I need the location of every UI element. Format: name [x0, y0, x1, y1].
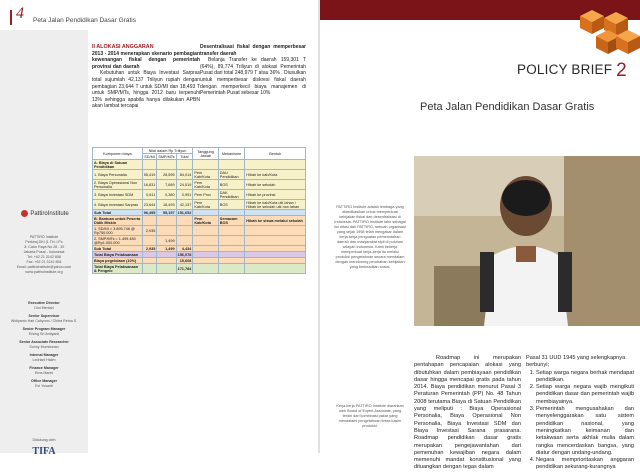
sidebar [0, 30, 88, 457]
staff-role: Senior Supervisor [28, 314, 60, 318]
table-cell: Total Biaya Pelaksanaan [93, 252, 143, 258]
policy-brief-title [517, 60, 627, 82]
support-label: Didukung oleh [32, 438, 56, 442]
table-row [93, 236, 306, 246]
staff-name: Widiyanto Hari Cahyono / Chitra Retna S. [10, 319, 78, 323]
table-row [93, 200, 306, 210]
table-cell: B. Bantuan untuk Peserta Didik Miskin [94, 216, 141, 225]
staff-role: Internal Manager [29, 353, 59, 357]
budget-table [92, 147, 306, 274]
student-photo-illustration [414, 156, 640, 326]
table-cell: 1,499 [157, 246, 176, 252]
col-header: Bentuk [245, 148, 306, 160]
table-cell [218, 160, 244, 170]
address-line: PATTIRO Institute [29, 235, 59, 239]
table-cell: 4,434 [176, 246, 193, 252]
table-cell [218, 264, 244, 274]
table-cell: 84,014 [176, 170, 193, 180]
table-cell: Hibah ke kab/Kota [245, 170, 306, 180]
policy-label: POLICY BRIEF [517, 62, 613, 77]
table-cell [176, 236, 193, 246]
staff-name: Dini Mentari [34, 306, 54, 310]
table-cell: Sub Total [93, 210, 143, 216]
col-header: SD/MI [142, 154, 157, 160]
list-item: 1. Setiap warga negara berhak mendapat pendidikan. [536, 370, 634, 385]
table-cell: 2. SMP/MTs = 1.499.480 @Rp1.000.000 [93, 236, 143, 246]
table-cell [176, 216, 193, 226]
table-cell: Hibah ke kab/Kota utk lahan / Hibah ke sekolah utk non lahan [245, 200, 306, 210]
staff-name: Evi Yusanti [35, 384, 53, 388]
table-cell: 0,380 [157, 190, 176, 200]
table-cell: BOS [218, 200, 244, 210]
table-cell [157, 264, 176, 274]
table-cell: 24,519 [176, 180, 193, 190]
table-row [93, 264, 306, 274]
page-gutter [318, 0, 320, 453]
table-cell [157, 216, 176, 226]
cubes-logo-icon [578, 8, 640, 56]
table-cell [157, 226, 176, 236]
staff-role: Senior Program Manager [22, 327, 66, 331]
section-heading: II ALOKASI ANGGARAN [92, 44, 154, 50]
staff-list [6, 298, 82, 389]
table-cell: 55,157 [157, 210, 176, 216]
table-cell [193, 236, 218, 246]
col-header: Total [176, 154, 193, 160]
table-cell: Pem Kab/Kota [193, 216, 218, 226]
table-cell: 15,608 [176, 258, 193, 264]
section-column-1 [92, 44, 200, 110]
section-subheading: 2013 - 2014 menerapkan skenario pembagian kewenangan fiskal dengan pemerintah provinsi dan daerah [92, 50, 200, 70]
body-column-1 [414, 355, 521, 472]
pattiro-logo [10, 210, 80, 217]
student-photo [414, 156, 640, 326]
body-paragraph: Roadmap ini merupakan pentahapan pencapaian alokasi yang dibutuhkan dalam pembiayaan pendidikan dasar hingga mencapai gratis pada tahun 2014. Biaya pendidikan menurut Pasal 3 Peraturan Pemerintah (PP) No. 48 Tahun 2008 terutama Biaya di Satuan Pendidikan yang meliputi : Biaya Operasional Personalia, Biaya Operasional Non Personalia, Biaya Investasi SDM dan Biaya Investasi Sarana prasarana. Roadmap pendidikan dasar gratis merupakan pengejawantahan dari pemenuhan kewajiban negara dalam memenuhi mandat konstitusional yang dituangkan dengan tegas dalam [414, 355, 521, 471]
address-block [6, 235, 82, 275]
logo-dot-icon [21, 210, 28, 217]
list-item: 3. Pemerintah mengusahakan dan menyelenggarakan satu sistem pendidikan nasional, yang meningkatkan keimanan dan ketakwaan serta akhlak mulia dalam rangka mencerdaskan bangsa, yang diatur dengan undang-undang. [536, 406, 634, 457]
section-column-2 [200, 44, 306, 97]
table-cell: 18,493 [157, 200, 176, 210]
table-cell: DAU Pendidikan [218, 170, 244, 180]
table-cell [245, 264, 306, 274]
table-cell: 28,595 [157, 170, 176, 180]
body-intro: Pasal 31 UUD 1945 yang selengkapnya berbunyi; [526, 355, 626, 369]
section-paragraph: Kebutuhan untuk Biaya Investasi Sarpras total sujumlah 42,137 Triliyun rupiah dengan pembagian 23,644 T untuk SD/MI dan 18,493 T untuk SMP/MTs, hingga 2012 baru terpenuhi 13% sehingga apabila hanya dilakukan APBN akan lambat tercapai [92, 70, 200, 110]
table-cell [245, 236, 306, 246]
staff-role: Executive Director [28, 301, 60, 305]
table-cell: 1. SD/MI = 3.895.746 @ Rp750.000 [93, 226, 143, 236]
table-body [93, 160, 306, 274]
table-cell [193, 160, 218, 170]
table-cell: 4. Biaya Investasi Sarpras [93, 200, 143, 210]
table-cell: 171,784 [176, 264, 193, 274]
institute-note-2: Kerja-kerja PATTIRO Institute diarahkan oleh Board of Expert Associate, yang terdiri dari kombinasi pakar yang mendalami pengetahuan lintas kasim produksi. [336, 404, 404, 428]
table-cell: 2. Biaya Operasional Non Personalia [93, 180, 143, 190]
left-page [0, 0, 318, 457]
table-cell: 7,689 [157, 180, 176, 190]
staff-role: Office Manager [31, 379, 57, 383]
col-header: Mekanisme [218, 148, 244, 160]
table-cell: Pem Kab/Kota [193, 200, 218, 210]
table-cell: 55,419 [142, 170, 157, 180]
table-cell: Semacam BOS [218, 216, 244, 226]
table-row [93, 216, 306, 226]
address-line[interactable]: www.pattiroinstitute.org [25, 270, 63, 274]
table-row [93, 180, 306, 190]
staff-name: Sonny Mumbunan [29, 345, 59, 349]
table-cell [142, 264, 157, 274]
staff-role: Senior Associate Researcher [19, 340, 69, 344]
table-row [93, 226, 306, 236]
table-cell: Total Biaya Pelaksanaan & Pengelo [93, 264, 143, 274]
table-cell [142, 216, 157, 226]
address-line: Fax: +62 21 3142 854 [26, 260, 62, 264]
institute-note: PATTIRO Institute adalah lembaga yang didedikasikan untuk memperkuat kebijakan fiskal dan desentralisasi di Indonesia. PATTIRO Institute lahir sebagai lini difusi dari PATTIRO, sebuah organisasi yang sejak 1998 telah mengakar dalam kerja-kerja penguatan pemerintahan daerah dan masyarakat sipil di puluhan wilayah Indonesia. Kami bekerja memperkuat kerja-kerja itu melalui produksi pengetahuan secara mendalam dengan mendorong perubahan kebijakan yang berkeadilan sosial. [334, 205, 406, 269]
table-cell: BOS [218, 180, 244, 190]
staff-role: Finance Manager [29, 366, 59, 370]
running-title: Peta Jalan Pendidikan Dasar Gratis [33, 17, 136, 24]
header-accent-bar [10, 10, 12, 25]
list-item: 4. Negara memprioritaskan anggaran pendidikan sekurang-kurangnya [536, 457, 634, 472]
page-number: 4 [16, 5, 24, 22]
staff-name: Erna Marini [34, 371, 54, 375]
logo-text: PattiroInstitute [30, 211, 69, 218]
staff-name: Ersing Sri Ardiyanti [28, 332, 60, 336]
table-cell: Biaya pegelolaan (10%) [93, 258, 143, 264]
address-line: Perkiraj DKI (1 Tiri..l Pc [25, 240, 63, 244]
staff-name: Ledriani Halim [32, 358, 56, 362]
table-cell: Hibah ke siswa melalui sekolah [245, 216, 306, 226]
table-cell: 2,935 [142, 246, 157, 252]
address-line[interactable]: Email: pattiroinstitute@yahoo.com [16, 265, 72, 269]
table-cell: DAK Pendidikan [218, 190, 244, 200]
list-item: 2. Setiap warga negara wajib mengikuti pendidikan dasar dan pemerintah wajib membiayainya. [536, 384, 634, 406]
section-paragraph: Belanja Transfer ke daerah 159,301 T (64%), 89,774 Triliyun di alokasi Pemerintah Pusat dari total 248,979 T atau 36% . Diusulkan untuk memperbesar diskresi fiskal daerah dengan memperkecil biaya manajemen di Pemerintah Pusat sebesar 10% [200, 57, 306, 97]
col-header: Komponen biaya [93, 148, 143, 160]
table-cell: 151,652 [177, 210, 192, 215]
section-subheading: Desentralisasi fiskal dengan memperbesar transfer daerah [200, 44, 306, 57]
col-header: SMP/MTs [158, 154, 175, 159]
col-header: Tanggung Jawab [193, 148, 218, 160]
left-page-header [0, 0, 318, 24]
table-cell: 156,078 [177, 252, 192, 257]
address-line: Jakarta Pusat - Indonesia [23, 250, 65, 254]
table-row [93, 190, 306, 200]
brief-subtitle: Peta Jalan Pendidikan Dasar Gratis [420, 101, 595, 113]
table-cell [157, 160, 176, 170]
table-cell: 42,137 [176, 200, 193, 210]
table-cell: Hibah ke sekolah [245, 180, 306, 190]
address-line: Jl. Catur Raya No 28 - 30 [23, 245, 65, 249]
constitution-list [526, 370, 634, 472]
table-cell [245, 160, 306, 170]
table-cell: 23,644 [142, 200, 157, 210]
table-cell [142, 160, 157, 170]
table-cell [193, 226, 218, 236]
table-cell: 1,499 [157, 236, 176, 246]
table-cell [245, 226, 306, 236]
table-cell [218, 236, 244, 246]
table-cell: 2,935 [142, 226, 157, 236]
table-cell [142, 236, 157, 246]
table-cell [193, 264, 218, 274]
table-cell [218, 226, 244, 236]
table-unit-header: Nilai dalam Rp Triliyun [142, 148, 193, 154]
table-cell: 0,991 [176, 190, 193, 200]
table-cell: Sub Total [93, 246, 143, 252]
table-cell: 96,495 [143, 210, 156, 215]
table-cell: Pem Prov [193, 190, 218, 200]
table-cell: Pem Kab/Kota [193, 180, 218, 190]
table-row [93, 160, 306, 170]
tifa-logo: TIFA [32, 446, 56, 457]
table-cell: 3. Biaya Investasi SDM [93, 190, 143, 200]
policy-number: 2 [616, 60, 627, 81]
table-cell: A. Biaya di Satuan Pendidikan [93, 160, 143, 170]
table-cell: Hibah ke provinsi [245, 190, 306, 200]
table-cell: Pem Kab/Kota [193, 170, 218, 180]
table-cell [176, 160, 193, 170]
table-cell: 16,831 [142, 180, 157, 190]
address-line: Tel: +62 21 3142 858 [27, 255, 61, 259]
table-row [93, 170, 306, 180]
table-cell: 1. Biaya Personalia [93, 170, 143, 180]
table-cell [176, 226, 193, 236]
body-column-2 [526, 355, 634, 472]
table-cell: 0,611 [142, 190, 157, 200]
